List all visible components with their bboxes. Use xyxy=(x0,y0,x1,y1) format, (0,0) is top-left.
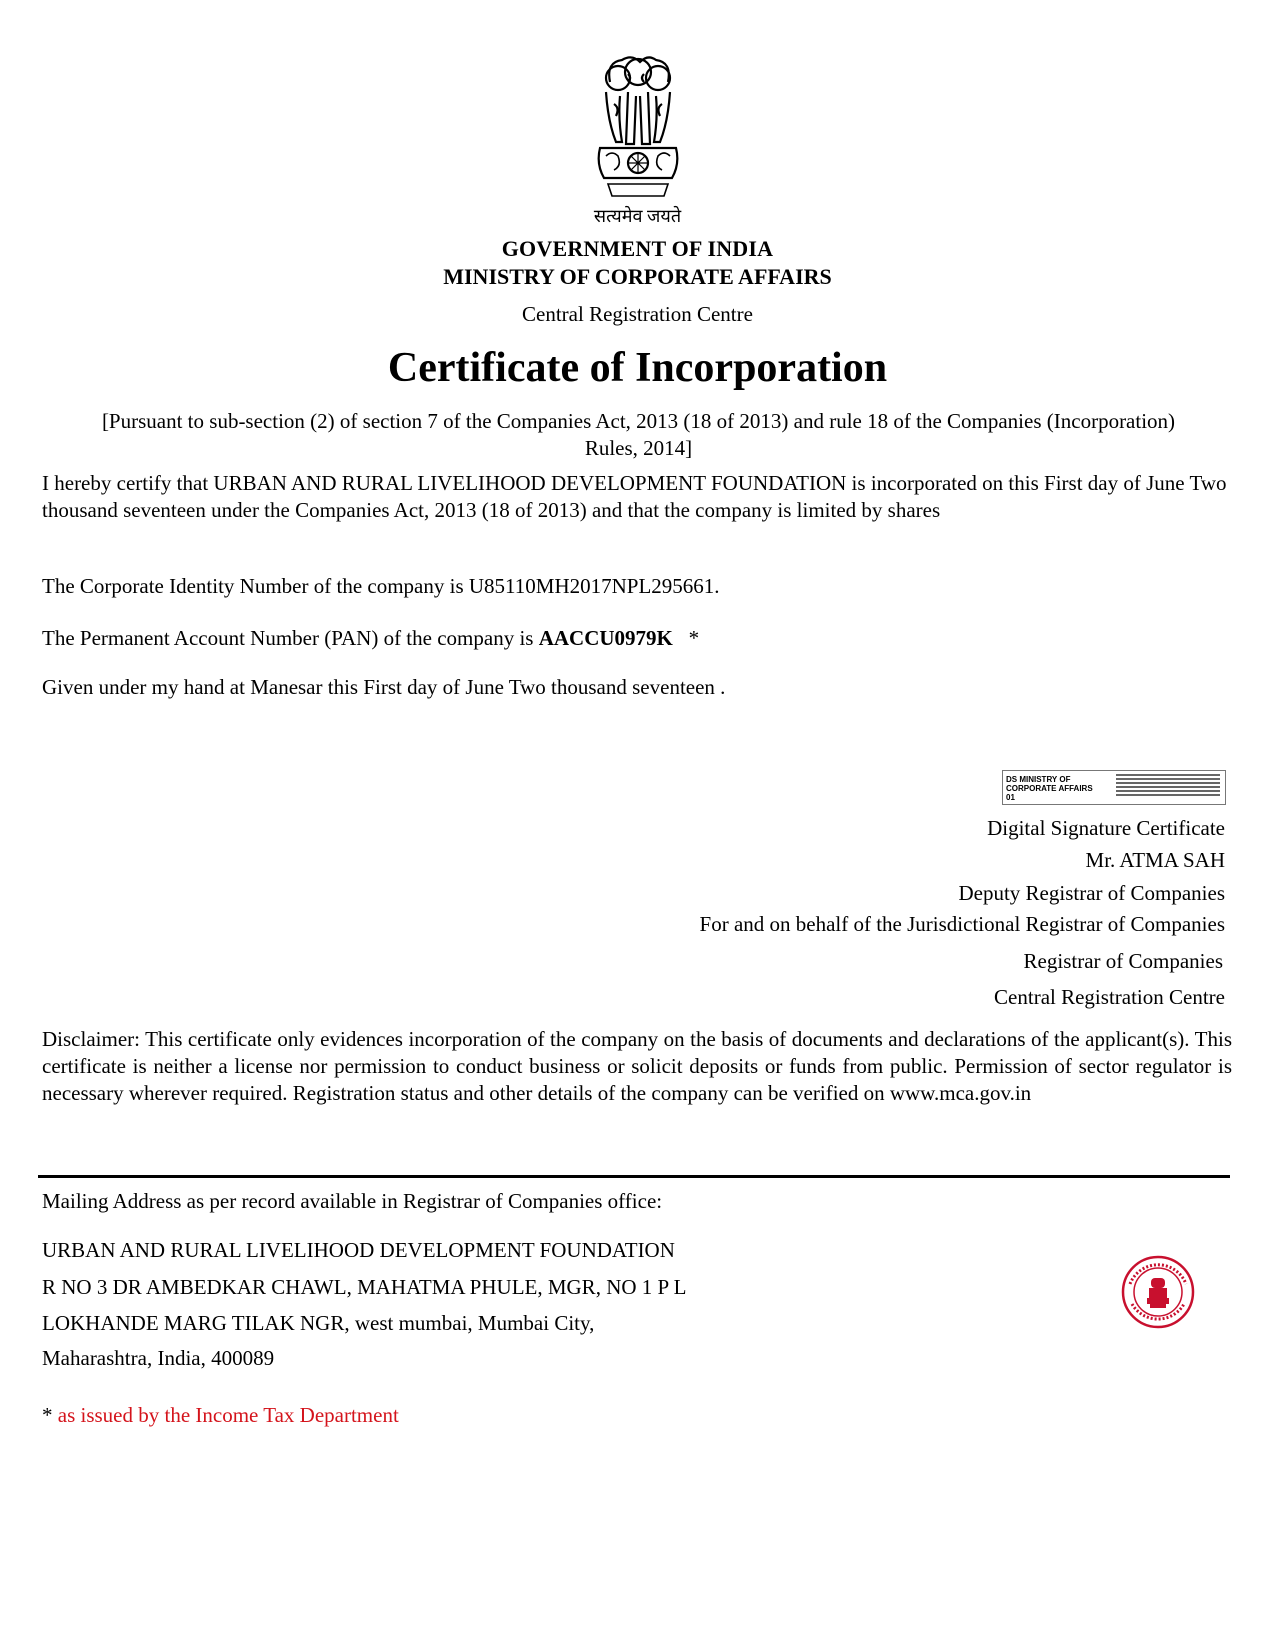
registration-centre: Central Registration Centre xyxy=(522,302,753,326)
mailing-address-heading: Mailing Address as per record available in Registrar of Companies office: xyxy=(42,1189,663,1213)
footnote-text: as issued by the Income Tax Department xyxy=(52,1403,399,1427)
pan-footnote-mark: * xyxy=(688,626,700,650)
pursuant-clause: [Pursuant to sub-section (2) of section 7 of the Companies Act, 2013 (18 of 2013) and rule 18 of the Companies (Incorporation) Rules, 2014] xyxy=(101,409,1176,460)
signatory-name: Mr. ATMA SAH xyxy=(1085,848,1225,872)
signatory-designation: Deputy Registrar of Companies xyxy=(958,881,1225,905)
address-line: LOKHANDE MARG TILAK NGR, west mumbai, Mumbai City, xyxy=(42,1311,595,1335)
signatory-centre: Central Registration Centre xyxy=(994,985,1225,1009)
pan-line xyxy=(42,626,699,651)
national-emblem-icon xyxy=(588,52,688,214)
footnote-mark: * xyxy=(42,1403,53,1427)
pan-footnote xyxy=(42,1403,399,1428)
given-under-hand: Given under my hand at Manesar this First day of June Two thousand seventeen . xyxy=(42,675,726,699)
address-line: R NO 3 DR AMBEDKAR CHAWL, MAHATMA PHULE, MGR, NO 1 P L xyxy=(42,1275,687,1299)
registrar-seal-icon xyxy=(1120,1254,1196,1330)
disclaimer: Disclaimer: This certificate only evidences incorporation of the company on the basis of documents and declarations of the applicant(s). This certificate is neither a license nor permission to conduct business or solicit deposits or funds from public. Permission of sector regulator is necessary wherever required. Registration status and other details of the company can be verified on www.mca.gov.in xyxy=(42,1027,1232,1105)
pan-value: AACCU0979K xyxy=(538,626,673,650)
cin-line xyxy=(42,574,720,599)
page-title: Certificate of Incorporation xyxy=(387,345,888,391)
signature-fineprint xyxy=(1116,774,1220,798)
government-heading: GOVERNMENT OF INDIA xyxy=(501,236,774,261)
pan-label: The Permanent Account Number (PAN) of the company is xyxy=(42,626,539,650)
divider xyxy=(38,1175,1230,1178)
national-motto: सत्यमेव जयते xyxy=(593,206,682,226)
digital-signature-stamp xyxy=(1002,770,1226,805)
certification-statement: I hereby certify that URBAN AND RURAL LIVELIHOOD DEVELOPMENT FOUNDATION is incorporated on this First day of June Two thousand seventeen under the Companies Act, 2013 (18 of 2013) and that the company is limited by shares xyxy=(42,471,1227,522)
signatory-office: Registrar of Companies xyxy=(1023,949,1223,973)
cin-value: U85110MH2017NPL295661. xyxy=(468,574,720,598)
signatory-behalf: For and on behalf of the Jurisdictional Registrar of Companies xyxy=(699,912,1225,936)
address-line: URBAN AND RURAL LIVELIHOOD DEVELOPMENT FOUNDATION xyxy=(42,1238,675,1262)
cin-label: The Corporate Identity Number of the company is xyxy=(42,574,469,598)
address-line: Maharashtra, India, 400089 xyxy=(42,1346,275,1370)
ministry-heading: MINISTRY OF CORPORATE AFFAIRS xyxy=(443,264,832,289)
signature-line-1: Digital Signature Certificate xyxy=(987,816,1225,840)
signature-stamp-text: DS MINISTRY OF CORPORATE AFFAIRS 01 xyxy=(1006,775,1093,802)
